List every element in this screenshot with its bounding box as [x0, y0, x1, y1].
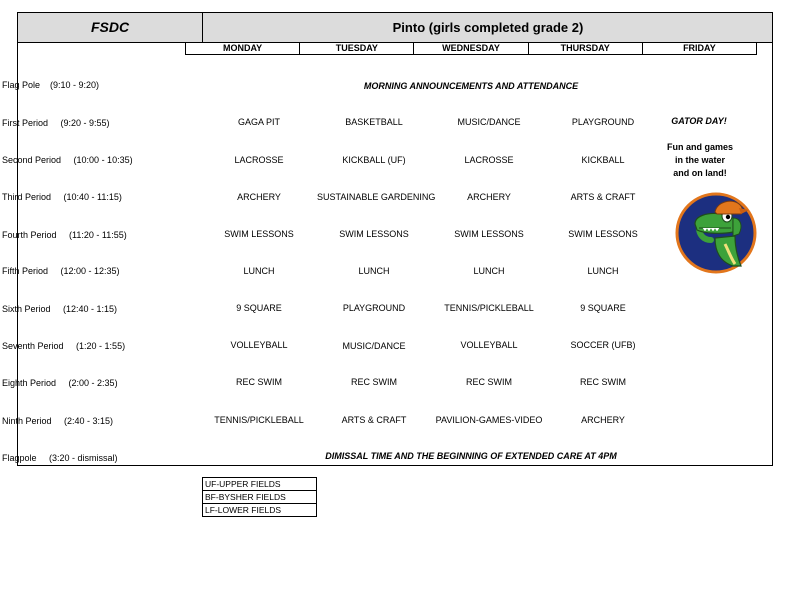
- activity-cell: LUNCH: [358, 266, 390, 276]
- period-label: Eighth Period (2:00 - 2:35): [2, 378, 118, 388]
- legend-item: LF-LOWER FIELDS: [205, 505, 282, 515]
- activity-cell: ARTS & CRAFT: [570, 192, 636, 202]
- legend-item: UF-UPPER FIELDS: [203, 478, 316, 491]
- activity-cell: SWIM LESSONS: [454, 229, 524, 239]
- activity-cell: REC SWIM: [351, 377, 397, 387]
- activity-cell: REC SWIM: [580, 377, 626, 387]
- activity-cell: MUSIC/DANCE: [457, 117, 521, 127]
- activity-cell: BASKETBALL: [345, 117, 403, 127]
- period-label: Second Period (10:00 - 10:35): [2, 155, 133, 165]
- period-label: Sixth Period (12:40 - 1:15): [2, 304, 118, 314]
- activity-cell: KICKBALL (UF): [342, 155, 406, 165]
- activity-cell: REC SWIM: [466, 377, 512, 387]
- day-wednesday: WEDNESDAY: [414, 43, 528, 54]
- day-thursday: THURSDAY: [529, 43, 643, 54]
- activity-cell: TENNIS/PICKLEBALL: [214, 415, 304, 425]
- program-title: Pinto (girls completed grade 2): [392, 20, 584, 35]
- period-label: Fourth Period (11:20 - 11:55): [2, 230, 127, 240]
- activity-cell: SWIM LESSONS: [339, 229, 409, 239]
- activity-cell: LUNCH: [473, 266, 505, 276]
- activity-cell: ARCHERY: [467, 192, 511, 202]
- activity-cell: SWIM LESSONS: [568, 229, 638, 239]
- period-label: Fifth Period (12:00 - 12:35): [2, 266, 120, 276]
- period-label: First Period (9:20 - 9:55): [2, 118, 110, 128]
- period-label: Seventh Period (1:20 - 1:55): [2, 341, 126, 351]
- org-name: FSDC: [18, 13, 203, 42]
- activity-cell: GAGA PIT: [237, 117, 280, 127]
- period-label: Third Period (10:40 - 11:15): [2, 192, 122, 202]
- activity-cell: ARCHERY: [581, 415, 625, 425]
- morning-banner: MORNING ANNOUNCEMENTS AND ATTENDANCE: [363, 81, 579, 91]
- field-legend: [202, 477, 317, 517]
- activity-cell: LUNCH: [587, 266, 619, 276]
- activity-cell: ARTS & CRAFT: [341, 415, 407, 425]
- activity-cell: PLAYGROUND: [571, 117, 635, 127]
- activity-cell: MUSIC/DANCE: [342, 341, 406, 351]
- activity-cell: SWIM LESSONS: [224, 229, 294, 239]
- gator-desc-line: and on land!: [673, 168, 727, 178]
- activity-cell: KICKBALL: [581, 155, 625, 165]
- day-friday: FRIDAY: [683, 43, 716, 53]
- flag-pole-label: Flag Pole (9:10 - 9:20): [2, 80, 100, 90]
- gator-desc-line: Fun and games: [666, 142, 733, 152]
- activity-cell: VOLLEYBALL: [230, 340, 288, 350]
- day-monday: MONDAY: [186, 43, 300, 54]
- activity-cell: PAVILION-GAMES-VIDEO: [435, 415, 543, 425]
- activity-cell: 9 SQUARE: [580, 303, 626, 313]
- dismissal-banner: DIMISSAL TIME AND THE BEGINNING OF EXTENDED CARE AT 4PM: [325, 451, 617, 461]
- gator-mascot-icon: [675, 190, 763, 276]
- activity-cell: LACROSSE: [464, 155, 514, 165]
- activity-cell: 9 SQUARE: [236, 303, 282, 313]
- activity-cell: PLAYGROUND: [342, 303, 406, 313]
- day-header-row: [185, 42, 757, 55]
- activity-cell: LUNCH: [243, 266, 275, 276]
- activity-cell: VOLLEYBALL: [460, 340, 518, 350]
- legend-item: BF-BYSHER FIELDS: [203, 491, 316, 504]
- activity-cell: SOCCER (UFB): [570, 340, 636, 350]
- flagpole-end-label: Flagpole (3:20 - dismissal): [2, 453, 118, 463]
- day-tuesday: TUESDAY: [300, 43, 414, 54]
- gator-day-title: GATOR DAY!: [671, 116, 727, 126]
- activity-cell: REC SWIM: [236, 377, 282, 387]
- activity-cell: SUSTAINABLE GARDENING: [317, 192, 436, 202]
- activity-cell: TENNIS/PICKLEBALL: [444, 303, 534, 313]
- period-label: Ninth Period (2:40 - 3:15): [2, 416, 114, 426]
- gator-day-description: [660, 141, 740, 180]
- activity-cell: ARCHERY: [237, 192, 281, 202]
- title-bar: [18, 13, 772, 43]
- gator-desc-line: in the water: [674, 155, 725, 165]
- activity-cell: LACROSSE: [234, 155, 284, 165]
